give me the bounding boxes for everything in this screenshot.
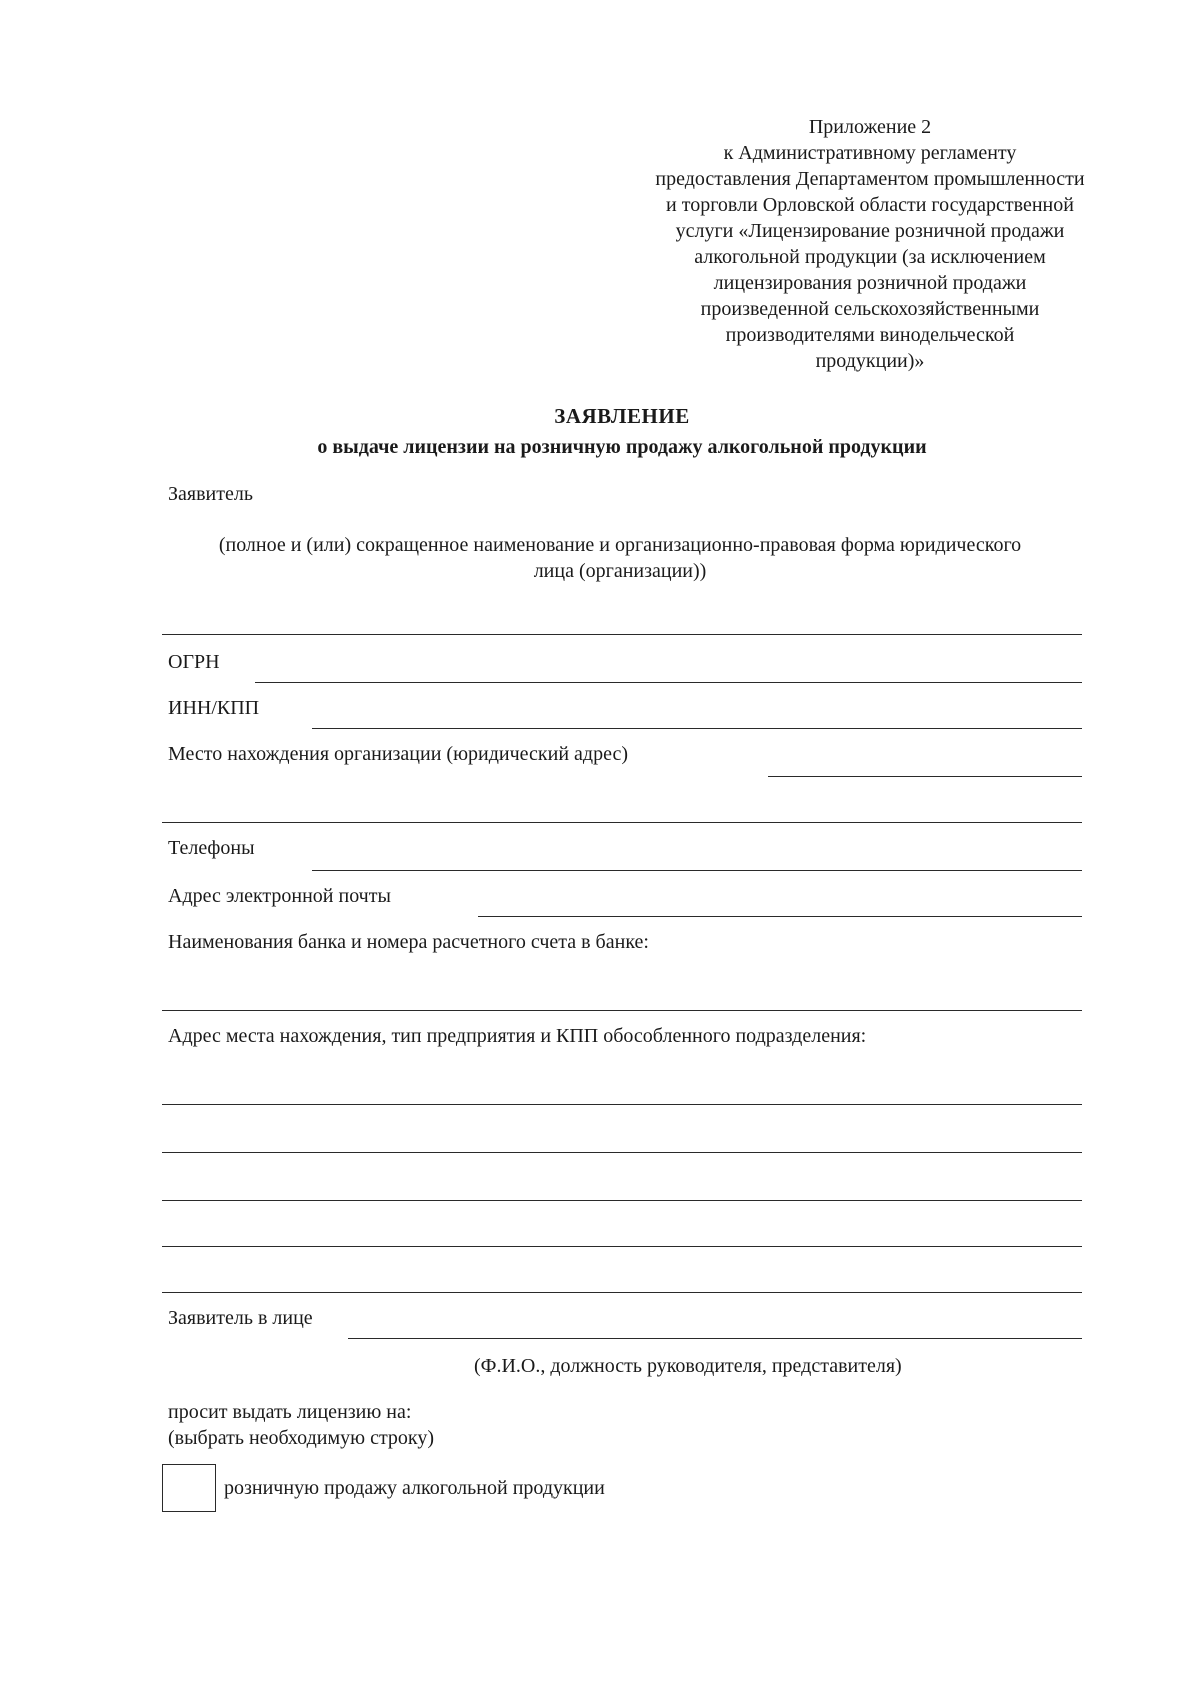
- legal-address-field[interactable]: [768, 776, 1082, 777]
- phones-label: Телефоны: [168, 837, 255, 859]
- annex-line: и торговли Орловской области государственной: [666, 194, 1074, 216]
- document-title: ЗАЯВЛЕНИЕ: [554, 404, 690, 428]
- retail-sale-option-label: розничную продажу алкогольной продукции: [224, 1477, 605, 1499]
- annex-line: продукции)»: [815, 350, 925, 372]
- email-label: Адрес электронной почты: [168, 885, 391, 907]
- legal-address-label: Место нахождения организации (юридический адрес): [168, 743, 628, 765]
- retail-sale-checkbox[interactable]: [162, 1464, 216, 1512]
- branch-field-line-1[interactable]: [162, 1104, 1082, 1105]
- represented-by-label: Заявитель в лице: [168, 1307, 313, 1329]
- phones-field[interactable]: [312, 870, 1082, 871]
- applicant-note-line: (полное и (или) сокращенное наименование и организационно-правовая форма юридического: [218, 534, 1022, 556]
- applicant-note: [160, 532, 1080, 584]
- branch-field-line-5[interactable]: [162, 1292, 1082, 1293]
- request-instruction: (выбрать необходимую строку): [168, 1427, 435, 1449]
- email-field[interactable]: [478, 916, 1082, 917]
- applicant-name-field[interactable]: [162, 634, 1082, 635]
- branch-field-line-4[interactable]: [162, 1246, 1082, 1247]
- annex-line: произведенной сельскохозяйственными: [700, 298, 1040, 320]
- bank-label: Наименования банка и номера расчетного счета в банке:: [168, 931, 649, 953]
- annex-line: к Административному регламенту: [723, 142, 1017, 164]
- annex-line: предоставления Департаментом промышленности: [655, 168, 1085, 190]
- request-line: просит выдать лицензию на:: [168, 1401, 412, 1423]
- document-subtitle: о выдаче лицензии на розничную продажу алкогольной продукции: [317, 436, 927, 458]
- annex-line: Приложение 2: [808, 116, 932, 138]
- annex-line: лицензирования розничной продажи: [713, 272, 1027, 294]
- ogrn-label: ОГРН: [168, 651, 220, 673]
- applicant-note-line: лица (организации)): [533, 560, 707, 582]
- inn-kpp-field[interactable]: [312, 728, 1082, 729]
- branch-field-line-3[interactable]: [162, 1200, 1082, 1201]
- annex-header: [620, 114, 1120, 374]
- branch-field-line-2[interactable]: [162, 1152, 1082, 1153]
- annex-line: алкогольной продукции (за исключением: [694, 246, 1046, 268]
- annex-line: производителями винодельческой: [725, 324, 1015, 346]
- legal-address-field-continued[interactable]: [162, 822, 1082, 823]
- represented-by-field[interactable]: [348, 1338, 1082, 1339]
- bank-field[interactable]: [162, 1010, 1082, 1011]
- branch-label: Адрес места нахождения, тип предприятия и КПП обособленного подразделения:: [168, 1025, 867, 1047]
- applicant-label: Заявитель: [168, 483, 253, 505]
- represented-by-note: (Ф.И.О., должность руководителя, представителя): [474, 1355, 902, 1377]
- inn-kpp-label: ИНН/КПП: [168, 697, 260, 719]
- ogrn-field[interactable]: [255, 682, 1082, 683]
- annex-line: услуги «Лицензирование розничной продажи: [675, 220, 1065, 242]
